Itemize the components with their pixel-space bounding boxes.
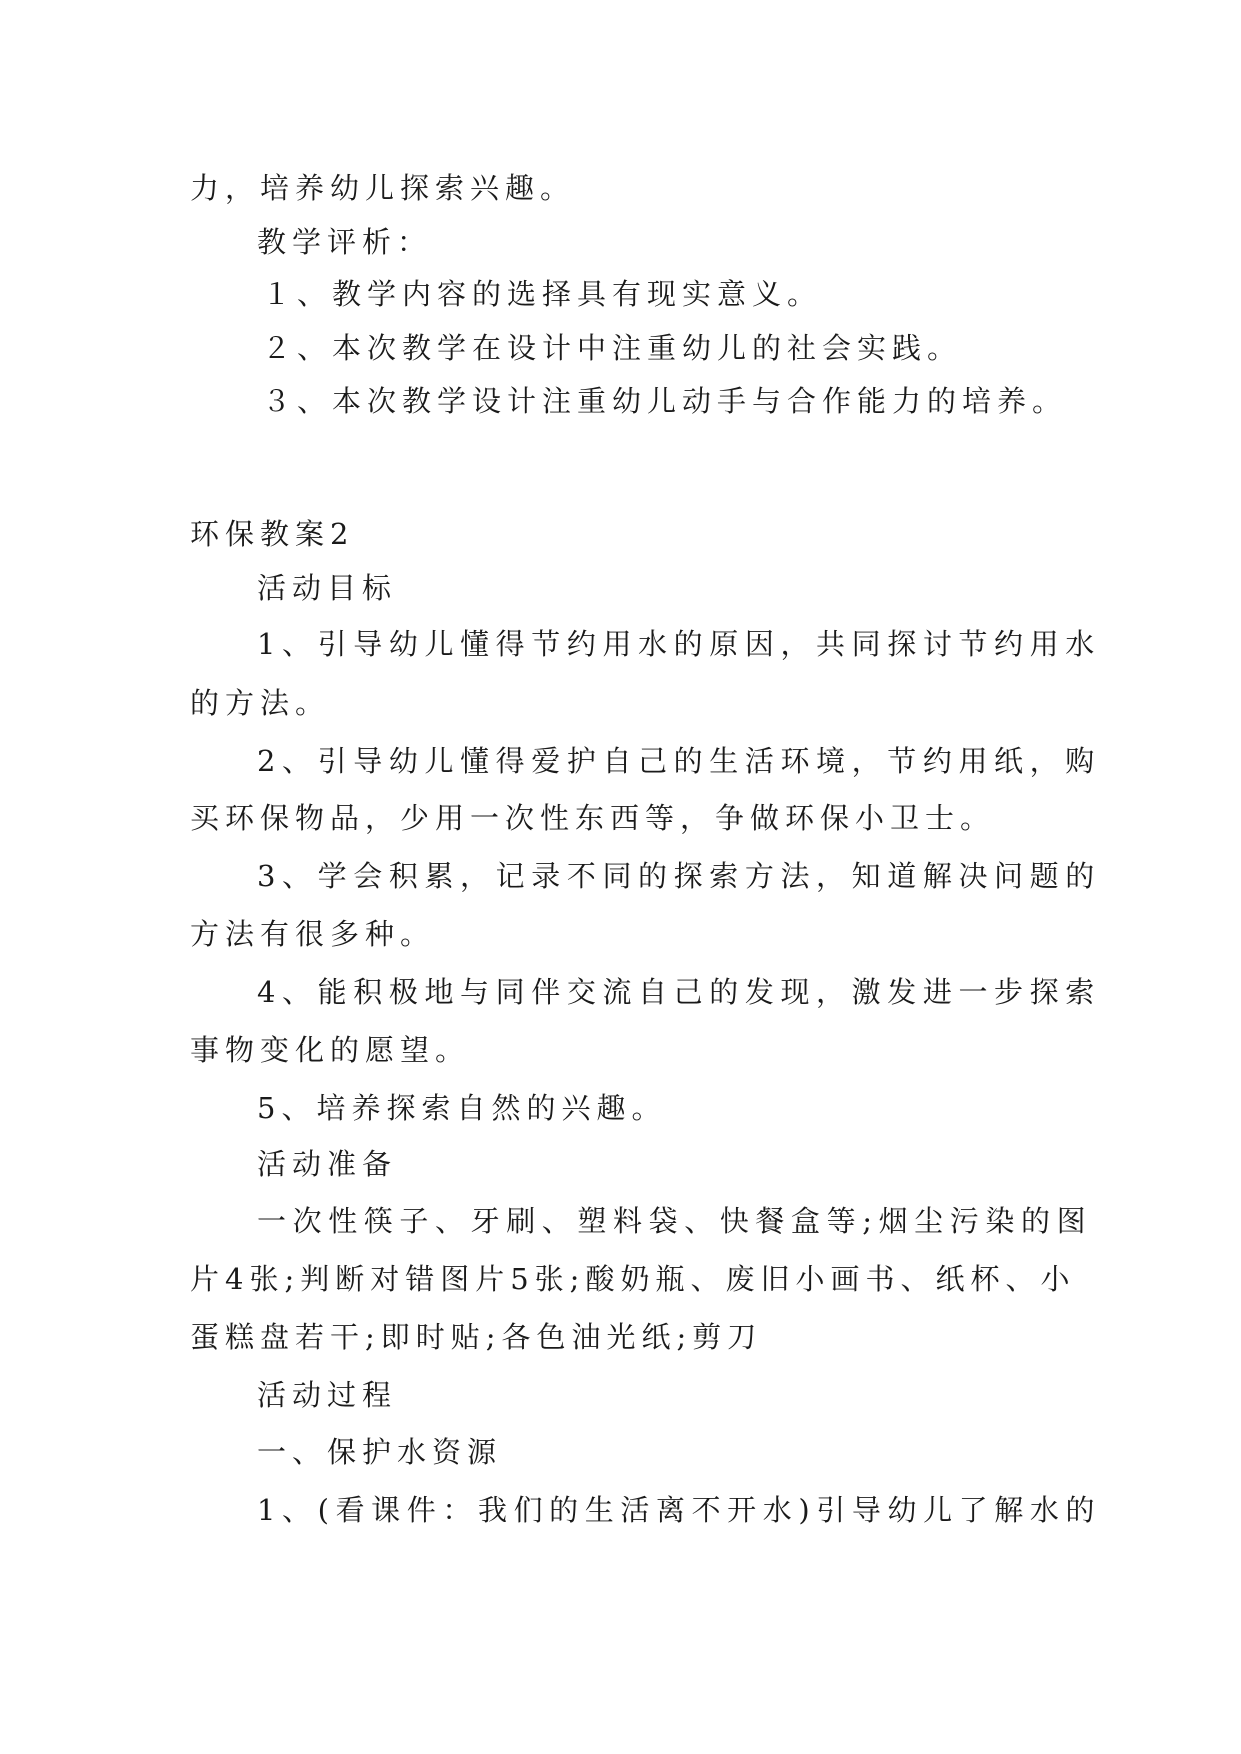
text-line: 3、学会积累，记录不同的探索方法，知道解决问题的	[257, 859, 1101, 893]
text-line: 方法有很多种。	[190, 917, 436, 951]
text-line: 的方法。	[190, 686, 331, 720]
list-item: ３、本次教学设计注重幼儿动手与合作能力的培养。	[262, 384, 1068, 418]
section-label: 活动准备	[257, 1147, 398, 1181]
list-item: １、教学内容的选择具有现实意义。	[262, 277, 823, 311]
section-label: 活动过程	[257, 1378, 398, 1412]
text-line: 2、引导幼儿懂得爱护自己的生活环境，节约用纸，购	[257, 744, 1101, 778]
section-label: 教学评析：	[257, 225, 433, 259]
text-line: 4、能积极地与同伴交流自己的发现，激发进一步探索	[257, 975, 1101, 1009]
list-item: ２、本次教学在设计中注重幼儿的社会实践。	[262, 331, 963, 365]
text-line: 买环保物品，少用一次性东西等，争做环保小卫士。	[190, 801, 996, 835]
document-heading: 环保教案2	[190, 517, 355, 551]
section-label: 活动目标	[257, 571, 398, 605]
text-line: 力，培养幼儿探索兴趣。	[190, 171, 576, 205]
text-line: 片4张;判断对错图片5张;酸奶瓶、废旧小画书、纸杯、小	[190, 1262, 1076, 1296]
text-line: 事物变化的愿望。	[190, 1033, 471, 1067]
text-line: 1、(看课件：我们的生活离不开水)引导幼儿了解水的	[257, 1493, 1102, 1527]
text-line: 蛋糕盘若干;即时贴;各色油光纸;剪刀	[190, 1320, 763, 1354]
text-line: 1、引导幼儿懂得节约用水的原因，共同探讨节约用水	[257, 627, 1101, 661]
text-line: 一次性筷子、牙刷、塑料袋、快餐盒等;烟尘污染的图	[257, 1204, 1093, 1238]
text-line: 一、保护水资源	[257, 1435, 503, 1469]
text-line: 5、培养探索自然的兴趣。	[257, 1091, 667, 1125]
